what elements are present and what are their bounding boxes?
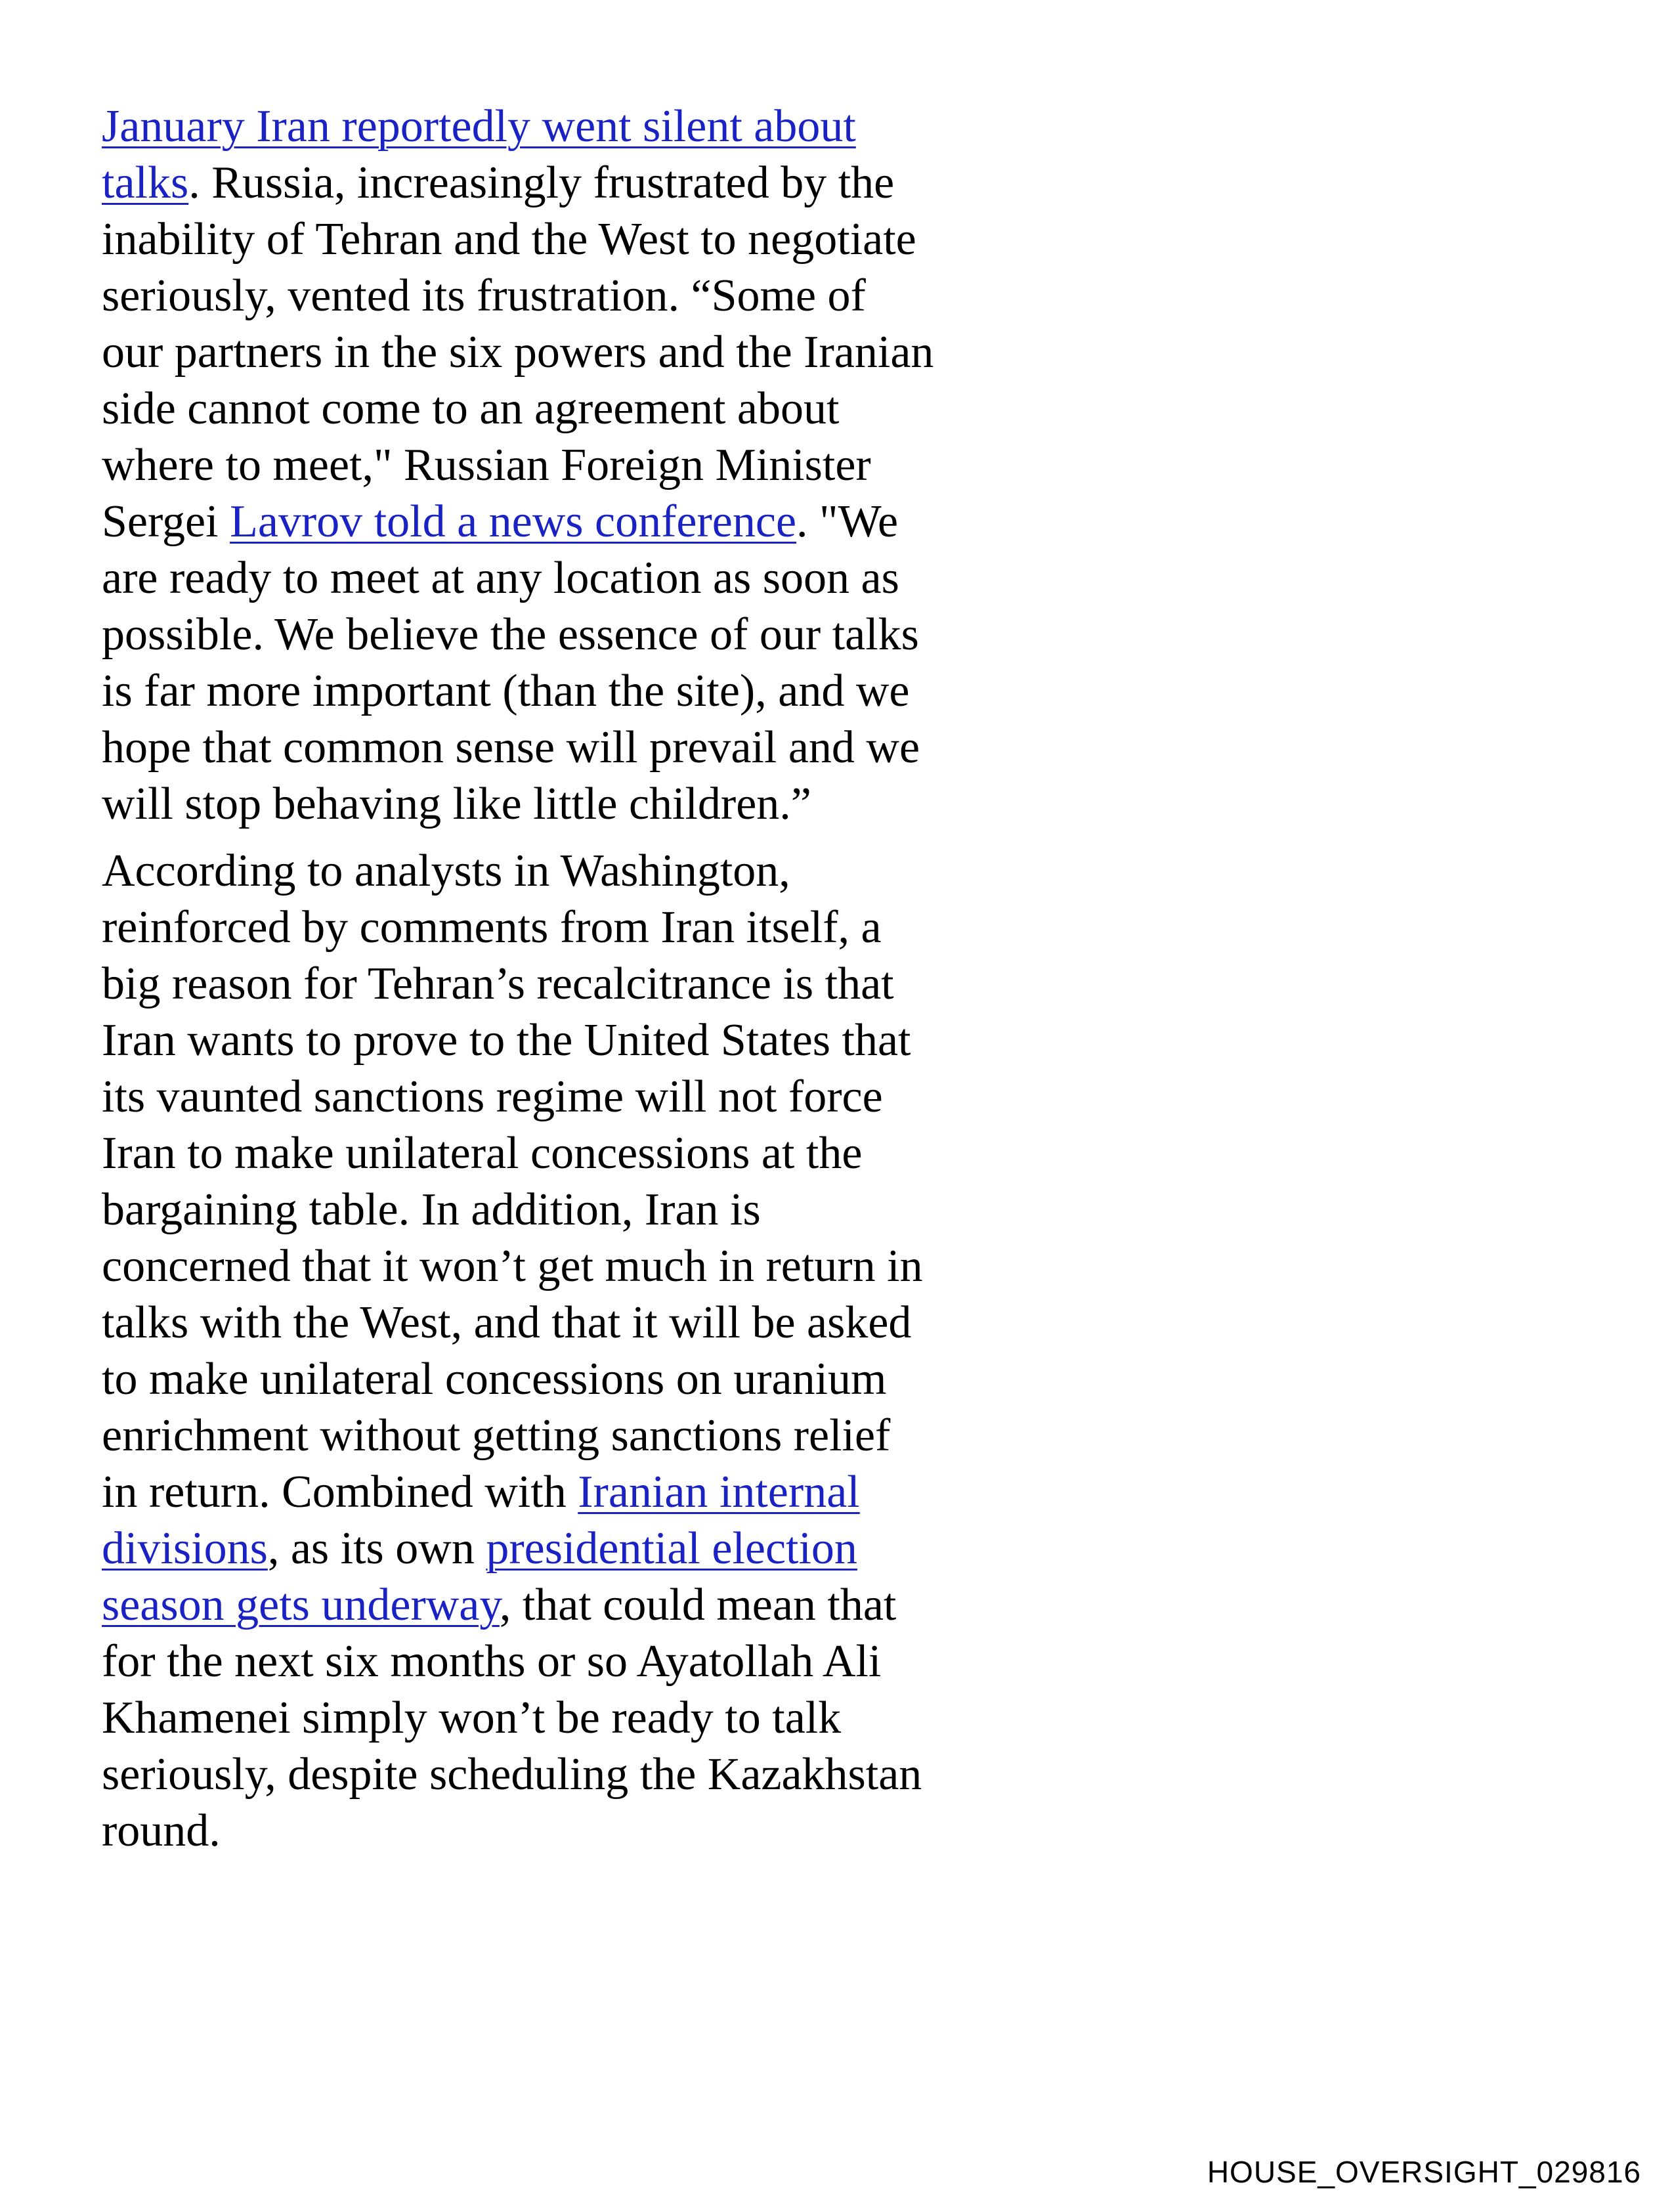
link-lavrov-news-conference[interactable]: Lavrov told a news conference: [230, 496, 797, 547]
article-body: [102, 98, 935, 1870]
paragraph-1-text-b: . "We are ready to meet at any location as soon as possible. We believe the essence of our talks is far more important (than the site), and we hope that common sense will prevail and we will stop behaving like little children.”: [102, 496, 920, 829]
paragraph-1: [102, 98, 935, 833]
paragraph-2: [102, 843, 935, 1859]
paragraph-2-text-b: , as its own: [267, 1523, 486, 1574]
paragraph-1-text-a: . Russia, increasingly frustrated by the inability of Tehran and the West to negotiate seriously, vented its frustration. “Some of our partners in the six powers and the Iranian side cannot come to an agreement about where to meet," Russian Foreign Minister Sergei: [102, 158, 934, 547]
document-id-stamp: HOUSE_OVERSIGHT_029816: [1207, 2155, 1641, 2189]
link-iranian-internal-divisions[interactable]: Iranian internal divisions: [102, 1467, 860, 1574]
link-iran-silent-about-talks[interactable]: January Iran reportedly went silent about talks: [102, 101, 856, 208]
paragraph-2-text-a: According to analysts in Washington, reinforced by comments from Iran itself, a big reason for Tehran’s recalcitrance is that Iran wants to prove to the United States that its vaunted sanctions regime will not force Iran to make unilateral concessions at the bargaining table. In addition, Iran is concerned that it won’t get much in return in talks with the West, and that it will be asked to make unilateral concessions on uranium enrichment without getting sanctions relief in return. Combined with: [102, 846, 923, 1517]
paragraph-2-text-c: , that could mean that for the next six months or so Ayatollah Ali Khamenei simply won’t be ready to talk seriously, despite scheduling the Kazakhstan round.: [102, 1580, 922, 1856]
link-presidential-election-season[interactable]: presidential election season gets underway: [102, 1523, 857, 1630]
